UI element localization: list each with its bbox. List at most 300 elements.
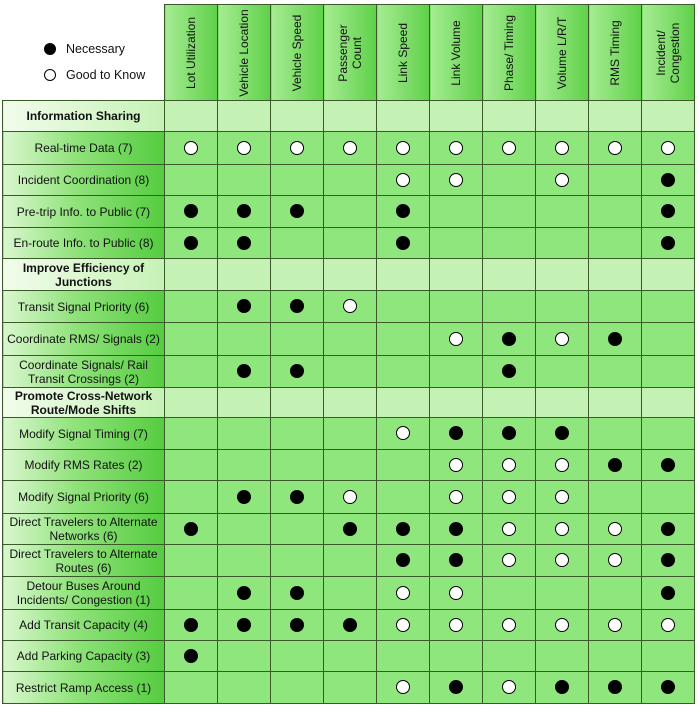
matrix-cell: [165, 450, 218, 481]
matrix-cell: [483, 388, 536, 418]
matrix-cell: [165, 514, 218, 545]
good-to-know-marker: [555, 458, 569, 472]
matrix-cell: [589, 101, 642, 132]
necessary-marker: [184, 236, 198, 250]
good-to-know-marker: [449, 586, 463, 600]
matrix-cell: [271, 259, 324, 291]
necessary-marker: [661, 522, 675, 536]
column-header: [430, 5, 483, 101]
matrix-cell: [324, 228, 377, 259]
good-to-know-marker: [555, 173, 569, 187]
section-label: Information Sharing: [3, 101, 165, 132]
table-row: [3, 165, 695, 196]
matrix-cell: [271, 545, 324, 577]
column-header-label: Phase/ Timing: [502, 14, 516, 91]
matrix-cell: [536, 641, 589, 672]
good-to-know-marker: [502, 553, 516, 567]
table-row: [3, 514, 695, 545]
good-to-know-marker: [396, 586, 410, 600]
matrix-cell: [324, 388, 377, 418]
matrix-cell: [642, 196, 695, 228]
necessary-marker: [237, 364, 251, 378]
row-label: Coordinate Signals/ Rail Transit Crossings (2): [3, 356, 165, 388]
good-to-know-marker: [449, 458, 463, 472]
matrix-cell: [589, 610, 642, 641]
matrix-cell: [536, 481, 589, 514]
good-to-know-marker: [184, 141, 198, 155]
necessary-marker: [237, 299, 251, 313]
matrix-cell: [271, 101, 324, 132]
matrix-cell: [377, 291, 430, 323]
necessary-marker: [184, 204, 198, 218]
matrix-cell: [165, 165, 218, 196]
matrix-cell: [377, 132, 430, 165]
matrix-cell: [324, 165, 377, 196]
necessary-marker: [555, 680, 569, 694]
good-to-know-marker: [608, 618, 622, 632]
table-row: [3, 481, 695, 514]
good-to-know-marker: [237, 141, 251, 155]
column-header-label: Volume L/R/T: [555, 16, 569, 89]
matrix-cell: [271, 132, 324, 165]
matrix-cell: [589, 641, 642, 672]
matrix-cell: [642, 481, 695, 514]
matrix-cell: [377, 259, 430, 291]
matrix-cell: [271, 514, 324, 545]
matrix-cell: [218, 481, 271, 514]
matrix-cell: [377, 641, 430, 672]
column-header: [483, 5, 536, 101]
necessary-marker: [237, 618, 251, 632]
matrix-cell: [536, 577, 589, 610]
good-to-know-marker: [343, 299, 357, 313]
necessary-marker: [502, 426, 516, 440]
row-label: Transit Signal Priority (6): [3, 291, 165, 323]
good-to-know-marker: [661, 618, 675, 632]
good-to-know-marker: [343, 141, 357, 155]
matrix-cell: [324, 514, 377, 545]
necessary-marker: [343, 618, 357, 632]
matrix-cell: [218, 545, 271, 577]
matrix-cell: [324, 577, 377, 610]
matrix-cell: [271, 641, 324, 672]
column-header-label: Link Volume: [449, 19, 463, 86]
column-header: [271, 5, 324, 101]
table-row: [3, 356, 695, 388]
section-label: Improve Efficiency of Junctions: [3, 259, 165, 291]
matrix-cell: [483, 356, 536, 388]
matrix-cell: [536, 132, 589, 165]
matrix-cell: [165, 259, 218, 291]
necessary-marker: [396, 204, 410, 218]
matrix-cell: [165, 101, 218, 132]
column-header: [642, 5, 695, 101]
necessary-marker: [396, 553, 410, 567]
matrix-cell: [377, 101, 430, 132]
matrix-cell: [536, 610, 589, 641]
matrix-cell: [589, 228, 642, 259]
legend-good-label: Good to Know: [66, 68, 146, 82]
table-row: [3, 545, 695, 577]
necessary-marker: [502, 364, 516, 378]
column-header-label: Vehicle Speed: [290, 14, 304, 91]
section-label: Promote Cross-Network Route/Mode Shifts: [3, 388, 165, 418]
matrix-cell: [271, 450, 324, 481]
necessary-marker: [396, 522, 410, 536]
matrix-cell: [483, 450, 536, 481]
table-row: [3, 323, 695, 356]
matrix-cell: [324, 132, 377, 165]
matrix-cell: [271, 388, 324, 418]
column-header: [218, 5, 271, 101]
table-row: [3, 450, 695, 481]
matrix-cell: [483, 259, 536, 291]
section-row: [3, 388, 695, 418]
matrix-cell: [165, 577, 218, 610]
necessary-marker: [661, 586, 675, 600]
matrix-cell: [536, 101, 589, 132]
column-header-label: Incident/ Congestion: [654, 22, 682, 83]
matrix-cell: [483, 291, 536, 323]
matrix-cell: [165, 291, 218, 323]
matrix-cell: [536, 228, 589, 259]
matrix-cell: [271, 291, 324, 323]
good-to-know-marker: [608, 141, 622, 155]
necessary-marker: [608, 680, 622, 694]
matrix-cell: [377, 672, 430, 704]
good-to-know-marker: [502, 522, 516, 536]
matrix-cell: [589, 545, 642, 577]
matrix-cell: [430, 259, 483, 291]
matrix-cell: [589, 259, 642, 291]
good-to-know-marker: [396, 680, 410, 694]
good-to-know-marker: [555, 490, 569, 504]
table-row: [3, 228, 695, 259]
matrix-cell: [430, 228, 483, 259]
matrix-cell: [536, 450, 589, 481]
matrix-cell: [430, 610, 483, 641]
matrix-cell: [377, 356, 430, 388]
matrix-cell: [218, 418, 271, 450]
good-to-know-marker: [449, 332, 463, 346]
matrix-cell: [483, 323, 536, 356]
matrix-cell: [483, 196, 536, 228]
matrix-cell: [218, 672, 271, 704]
good-to-know-marker: [343, 490, 357, 504]
matrix-cell: [430, 514, 483, 545]
matrix-cell: [165, 481, 218, 514]
matrix-cell: [271, 577, 324, 610]
column-header: [377, 5, 430, 101]
necessary-marker: [343, 522, 357, 536]
matrix-cell: [430, 356, 483, 388]
matrix-cell: [589, 450, 642, 481]
necessary-marker: [608, 458, 622, 472]
matrix-cell: [589, 323, 642, 356]
matrix-cell: [642, 101, 695, 132]
matrix-cell: [165, 323, 218, 356]
good-to-know-marker: [555, 332, 569, 346]
matrix-cell: [536, 196, 589, 228]
matrix-cell: [377, 577, 430, 610]
matrix-cell: [430, 165, 483, 196]
matrix-cell: [218, 323, 271, 356]
row-label: Modify RMS Rates (2): [3, 450, 165, 481]
column-header-row: [3, 5, 695, 101]
matrix-cell: [377, 165, 430, 196]
necessary-marker: [290, 490, 304, 504]
matrix-cell: [536, 356, 589, 388]
good-to-know-marker: [502, 141, 516, 155]
row-label: Direct Travelers to Alternate Routes (6): [3, 545, 165, 577]
matrix-cell: [218, 388, 271, 418]
column-header-label: Lot Utilization: [184, 16, 198, 89]
row-label: Restrict Ramp Access (1): [3, 672, 165, 704]
matrix-cell: [589, 165, 642, 196]
necessary-marker: [661, 458, 675, 472]
matrix-cell: [483, 610, 536, 641]
matrix-cell: [324, 672, 377, 704]
necessary-marker: [502, 332, 516, 346]
matrix-cell: [589, 514, 642, 545]
matrix-cell: [430, 672, 483, 704]
matrix-cell: [324, 610, 377, 641]
column-header-label: Vehicle Location: [237, 8, 251, 97]
table-row: [3, 610, 695, 641]
matrix-cell: [430, 481, 483, 514]
row-label: Modify Signal Timing (7): [3, 418, 165, 450]
table-row: [3, 196, 695, 228]
matrix-cell: [324, 481, 377, 514]
section-row: [3, 101, 695, 132]
matrix-cell: [430, 545, 483, 577]
necessary-marker: [661, 173, 675, 187]
matrix-cell: [271, 196, 324, 228]
requirements-matrix: [2, 4, 695, 704]
row-label: Pre-trip Info. to Public (7): [3, 196, 165, 228]
table-row: [3, 418, 695, 450]
necessary-marker: [661, 553, 675, 567]
matrix-cell: [589, 291, 642, 323]
necessary-marker: [290, 204, 304, 218]
matrix-cell: [218, 228, 271, 259]
table-row: [3, 672, 695, 704]
matrix-cell: [642, 450, 695, 481]
matrix-cell: [271, 323, 324, 356]
table-row: [3, 577, 695, 610]
matrix-cell: [589, 672, 642, 704]
matrix-cell: [642, 545, 695, 577]
matrix-cell: [324, 291, 377, 323]
matrix-cell: [536, 259, 589, 291]
matrix-cell: [536, 165, 589, 196]
column-header-label: Link Speed: [396, 22, 410, 83]
necessary-marker: [184, 649, 198, 663]
matrix-cell: [218, 641, 271, 672]
matrix-cell: [430, 196, 483, 228]
necessary-marker: [237, 236, 251, 250]
matrix-cell: [589, 356, 642, 388]
matrix-cell: [430, 450, 483, 481]
matrix-cell: [536, 291, 589, 323]
matrix-cell: [218, 514, 271, 545]
matrix-cell: [642, 132, 695, 165]
section-row: [3, 259, 695, 291]
good-to-know-marker: [449, 618, 463, 632]
good-to-know-marker: [449, 490, 463, 504]
matrix-cell: [642, 259, 695, 291]
necessary-marker: [608, 332, 622, 346]
matrix-cell: [377, 418, 430, 450]
good-to-know-marker: [555, 553, 569, 567]
matrix-cell: [430, 641, 483, 672]
matrix-cell: [324, 101, 377, 132]
matrix-cell: [483, 418, 536, 450]
matrix-cell: [377, 514, 430, 545]
matrix-cell: [377, 388, 430, 418]
good-to-know-marker: [290, 141, 304, 155]
row-label: Real-time Data (7): [3, 132, 165, 165]
matrix-cell: [589, 418, 642, 450]
matrix-cell: [165, 418, 218, 450]
matrix-cell: [589, 132, 642, 165]
matrix-cell: [218, 291, 271, 323]
necessary-marker: [449, 553, 463, 567]
matrix-cell: [271, 356, 324, 388]
good-to-know-marker: [502, 618, 516, 632]
matrix-cell: [324, 418, 377, 450]
matrix-cell: [271, 165, 324, 196]
matrix-cell: [324, 323, 377, 356]
matrix-cell: [483, 228, 536, 259]
matrix-cell: [218, 356, 271, 388]
matrix-cell: [165, 641, 218, 672]
row-label: Add Transit Capacity (4): [3, 610, 165, 641]
matrix-cell: [430, 418, 483, 450]
matrix-cell: [271, 228, 324, 259]
matrix-cell: [218, 610, 271, 641]
good-to-know-marker: [396, 173, 410, 187]
matrix-cell: [642, 356, 695, 388]
necessary-marker: [555, 426, 569, 440]
matrix-cell: [377, 323, 430, 356]
matrix-cell: [165, 132, 218, 165]
good-to-know-marker: [555, 522, 569, 536]
matrix-cell: [589, 577, 642, 610]
good-to-know-marker: [502, 458, 516, 472]
column-header-label: RMS Timing: [608, 19, 622, 86]
necessary-marker: [290, 586, 304, 600]
matrix-cell: [377, 545, 430, 577]
good-to-know-marker: [502, 680, 516, 694]
necessary-marker: [290, 364, 304, 378]
good-to-know-marker: [608, 522, 622, 536]
good-to-know-marker: [661, 141, 675, 155]
matrix-cell: [324, 450, 377, 481]
matrix-cell: [642, 610, 695, 641]
matrix-cell: [430, 388, 483, 418]
necessary-marker: [661, 236, 675, 250]
matrix-cell: [218, 577, 271, 610]
matrix-cell: [642, 291, 695, 323]
column-header: [536, 5, 589, 101]
matrix-cell: [324, 641, 377, 672]
row-label: Incident Coordination (8): [3, 165, 165, 196]
matrix-cell: [218, 196, 271, 228]
matrix-cell: [642, 418, 695, 450]
good-to-know-marker: [396, 426, 410, 440]
column-header: [165, 5, 218, 101]
necessary-marker: [290, 299, 304, 313]
matrix-cell: [642, 388, 695, 418]
row-label: Direct Travelers to Alternate Networks (6): [3, 514, 165, 545]
matrix-cell: [536, 545, 589, 577]
matrix-cell: [165, 196, 218, 228]
necessary-marker: [661, 204, 675, 218]
row-label: En-route Info. to Public (8): [3, 228, 165, 259]
matrix-cell: [324, 545, 377, 577]
matrix-cell: [430, 577, 483, 610]
good-to-know-marker: [608, 553, 622, 567]
good-to-know-marker: [502, 490, 516, 504]
matrix-cell: [377, 610, 430, 641]
good-to-know-marker: [555, 618, 569, 632]
corner-cell: [3, 5, 165, 101]
necessary-marker: [290, 618, 304, 632]
matrix-cell: [165, 672, 218, 704]
column-header-label: Passenger Count: [336, 23, 364, 82]
column-header: [324, 5, 377, 101]
matrix-cell: [536, 672, 589, 704]
necessary-marker: [237, 586, 251, 600]
matrix-cell: [589, 481, 642, 514]
matrix-cell: [377, 450, 430, 481]
matrix-cell: [483, 577, 536, 610]
matrix-cell: [483, 165, 536, 196]
matrix-cell: [483, 514, 536, 545]
matrix-cell: [483, 641, 536, 672]
good-to-know-marker: [396, 618, 410, 632]
matrix-cell: [377, 196, 430, 228]
matrix-cell: [165, 356, 218, 388]
necessary-marker: [449, 426, 463, 440]
matrix-cell: [165, 610, 218, 641]
table-row: [3, 291, 695, 323]
matrix-cell: [483, 132, 536, 165]
row-label: Add Parking Capacity (3): [3, 641, 165, 672]
matrix-cell: [642, 165, 695, 196]
good-to-know-marker: [396, 141, 410, 155]
matrix-cell: [165, 545, 218, 577]
matrix-cell: [430, 132, 483, 165]
necessary-marker: [396, 236, 410, 250]
matrix-cell: [324, 356, 377, 388]
matrix-cell: [218, 132, 271, 165]
good-to-know-marker: [449, 173, 463, 187]
matrix-cell: [536, 388, 589, 418]
matrix-cell: [324, 196, 377, 228]
matrix-cell: [165, 388, 218, 418]
legend-necessary-label: Necessary: [66, 42, 126, 56]
column-header: [589, 5, 642, 101]
matrix-cell: [271, 481, 324, 514]
matrix-cell: [483, 672, 536, 704]
matrix-cell: [642, 323, 695, 356]
necessary-marker: [661, 680, 675, 694]
necessary-marker: [184, 618, 198, 632]
matrix-cell: [642, 514, 695, 545]
matrix-cell: [430, 291, 483, 323]
